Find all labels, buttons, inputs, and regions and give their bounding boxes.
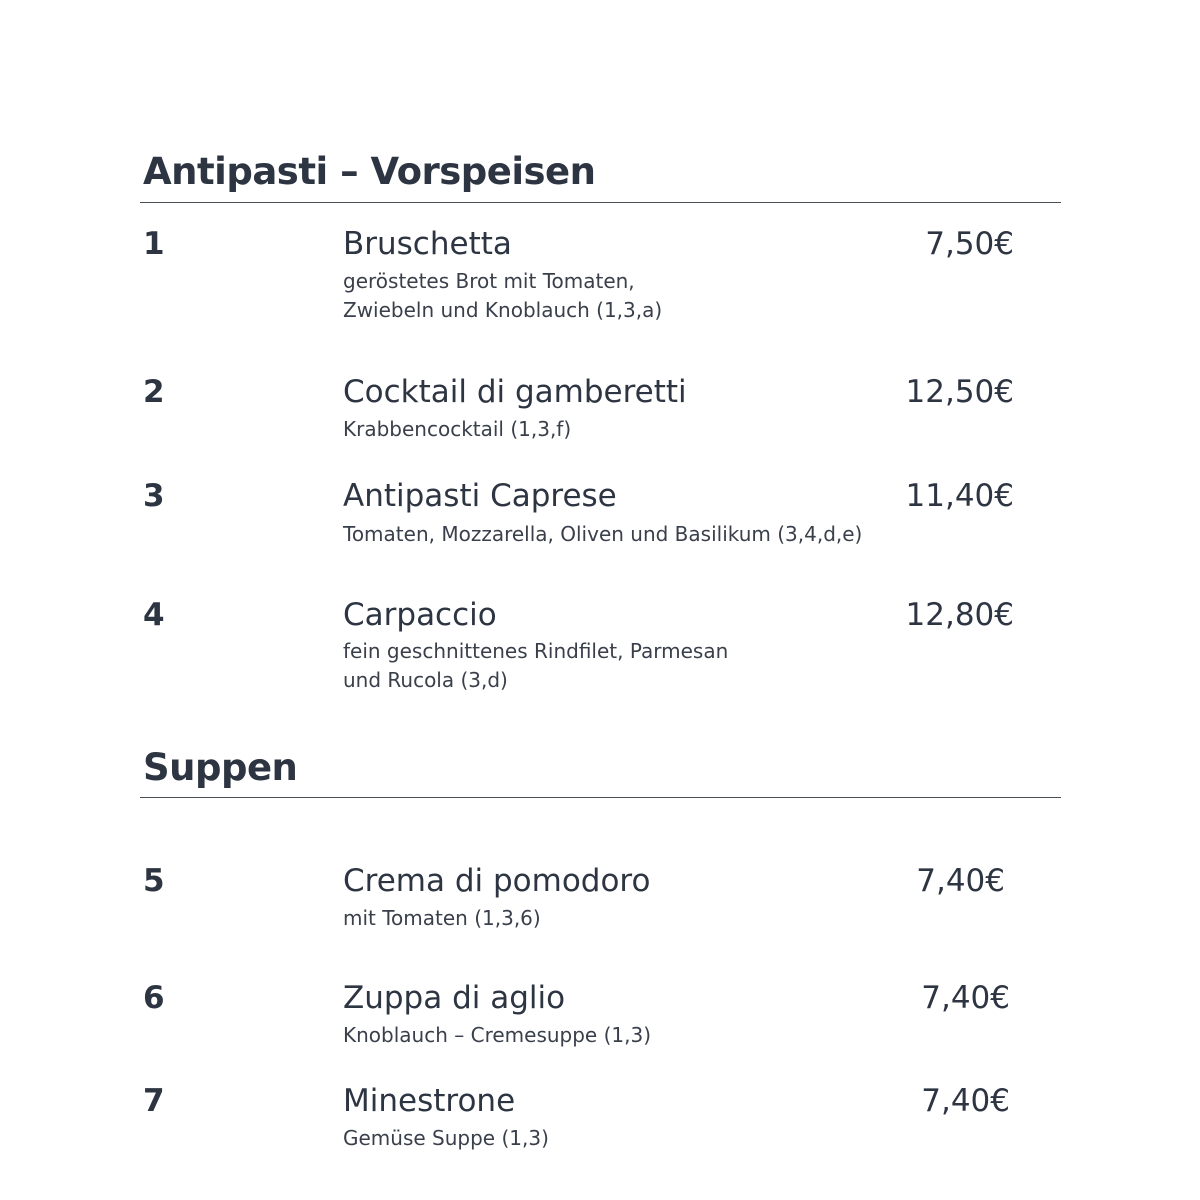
item-number: 5 — [143, 863, 165, 899]
section-divider — [140, 202, 1061, 203]
item-number: 7 — [143, 1083, 165, 1119]
item-description: Gemüse Suppe (1,3) — [343, 1126, 549, 1150]
item-number: 1 — [143, 226, 165, 262]
item-description: geröstetes Brot mit Tomaten, Zwiebeln und Knoblauch (1,3,a) — [343, 269, 663, 322]
item-price: 12,80€ — [905, 597, 1014, 633]
item-price: 7,40€ — [921, 1083, 1010, 1119]
item-name: Bruschetta — [343, 226, 512, 262]
item-name: Cocktail di gamberetti — [343, 374, 687, 410]
item-price: 11,40€ — [905, 478, 1014, 514]
section-title-antipasti: Antipasti – Vorspeisen — [143, 150, 596, 193]
item-price: 7,40€ — [921, 980, 1010, 1016]
item-description: mit Tomaten (1,3,6) — [343, 906, 541, 930]
item-number: 4 — [143, 597, 165, 633]
item-price: 7,40€ — [916, 863, 1005, 899]
item-name: Minestrone — [343, 1083, 516, 1119]
item-number: 6 — [143, 980, 165, 1016]
item-name: Carpaccio — [343, 597, 497, 633]
section-title-suppen: Suppen — [143, 746, 298, 789]
item-description: Tomaten, Mozzarella, Oliven und Basilikum (3,4,d,e) — [343, 522, 863, 546]
item-number: 3 — [143, 478, 165, 514]
item-number: 2 — [143, 374, 165, 410]
item-description: Knoblauch – Cremesuppe (1,3) — [343, 1023, 651, 1047]
item-price: 7,50€ — [925, 226, 1014, 262]
item-description: fein geschnittenes Rindfilet, Parmesan und Rucola (3,d) — [343, 639, 729, 692]
item-price: 12,50€ — [905, 374, 1014, 410]
section-divider — [140, 797, 1061, 798]
item-name: Antipasti Caprese — [343, 478, 617, 514]
item-name: Crema di pomodoro — [343, 863, 651, 899]
item-name: Zuppa di aglio — [343, 980, 566, 1016]
item-description: Krabbencocktail (1,3,f) — [343, 417, 572, 441]
